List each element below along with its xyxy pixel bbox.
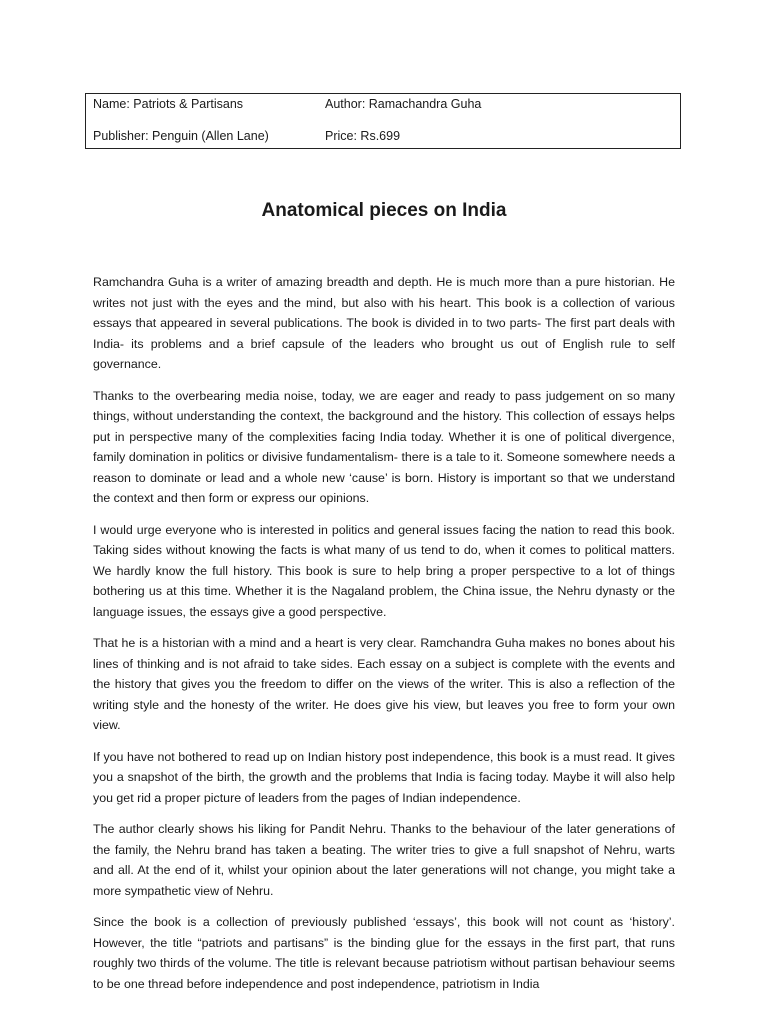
paragraph-3: I would urge everyone who is interested in politics and general issues facing the nation to read this book. Taking sides without knowing the facts is what many of us tend to do, when it comes to political matters. We hardly know the full history. This book is sure to help bring a proper perspective to a lot of things bothering us at this time. Whether it is the Nagaland problem, the China issue, the Nehru dynasty or the language issues, the essays give a good perspective. xyxy=(93,522,675,619)
paragraph-1: Ramchandra Guha is a writer of amazing breadth and depth. He is much more than a pure historian. He writes not just with the eyes and the mind, but also with his heart. This book is a collection of various essays that appeared in several publications. The book is divided in to two parts- The first part deals with India- its problems and a brief capsule of the leaders who brought us out of English rule to self governance. xyxy=(93,275,675,371)
review-body xyxy=(93,272,675,1024)
paragraph-6: The author clearly shows his liking for Pandit Nehru. Thanks to the behaviour of the later generations of the family, the Nehru brand has taken a beating. The writer tries to give a full snapshot of Nehru, warts and all. At the end of it, whilst your opinion about the later generations will not change, you might take a more sympathetic view of Nehru. xyxy=(93,822,675,898)
book-name: Name: Patriots & Partisans xyxy=(93,97,244,111)
book-publisher: Publisher: Penguin (Allen Lane) xyxy=(93,129,269,143)
book-price: Price: Rs.699 xyxy=(325,129,401,143)
paragraph-5: If you have not bothered to read up on Indian history post independence, this book is a must read. It gives you a snapshot of the birth, the growth and the problems that India is facing today. Maybe it will also help you get rid a proper picture of leaders from the pages of Indian independence. xyxy=(93,749,675,805)
page-title: Anatomical pieces on India xyxy=(261,200,507,221)
paragraph-7: Since the book is a collection of previously published ‘essays’, this book will not count as ‘history’. However, the title “patriots and partisans” is the binding glue for the essays in the first part, that runs roughly two thirds of the volume. The title is relevant because patriotism without partisan behaviour seems to be one thread before independence and post independence, patriotism in India xyxy=(93,915,675,991)
paragraph-4: That he is a historian with a mind and a heart is very clear. Ramchandra Guha makes no bones about his lines of thinking and is not afraid to take sides. Each essay on a subject is complete with the events and the history that gives you the freedom to differ on the views of the writer. This is also a reflection of the writing style and the honesty of the writer. He does give his view, but leaves you free to form your own view. xyxy=(93,636,675,732)
paragraph-2: Thanks to the overbearing media noise, today, we are eager and ready to pass judgement on so many things, without understanding the context, the background and the history. This collection of essays helps put in perspective many of the complexities facing India today. Whether it is one of political divergence, family domination in politics or divisive fundamentalism- there is a tale to it. Someone somewhere needs a reason to dominate or lead and a whole new ‘cause’ is born. History is important so that we understand the context and then form or express our opinions. xyxy=(93,388,675,505)
book-info-box xyxy=(85,93,681,149)
book-author: Author: Ramachandra Guha xyxy=(325,97,482,111)
